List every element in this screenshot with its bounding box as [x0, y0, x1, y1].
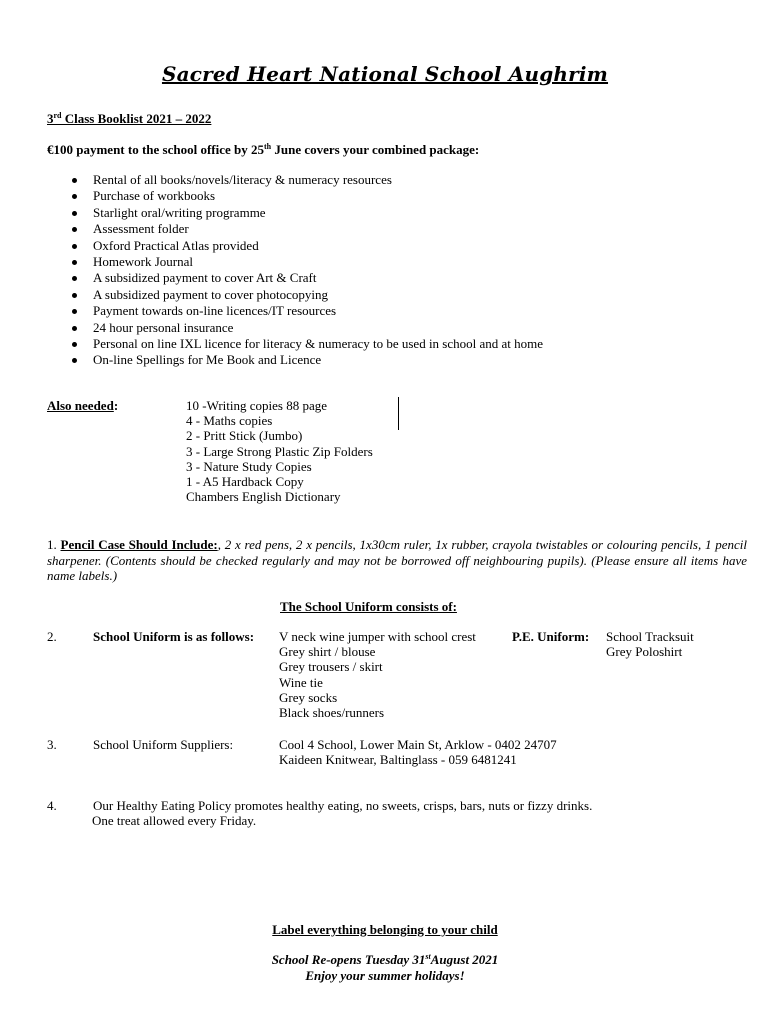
reopen-text-start: School Re-opens Tuesday 31 [271, 952, 426, 967]
bullet-icon [72, 293, 77, 298]
package-item-text: 24 hour personal insurance [93, 319, 234, 335]
suppliers-list [279, 737, 557, 767]
healthy-eating-number: 4. [47, 798, 57, 813]
reopen-date-suffix: st [425, 952, 431, 961]
also-needed-item: 4 - Maths copies [186, 413, 273, 429]
package-item [47, 352, 543, 368]
margin-bar [398, 397, 399, 430]
payment-text-start: €100 payment to the school office by 25 [47, 142, 265, 157]
booklist-class-number: 3 [47, 111, 54, 126]
also-needed-item: Chambers English Dictionary [186, 489, 341, 505]
uniform-item: Black shoes/runners [279, 704, 385, 720]
booklist-class-suffix: rd [53, 111, 62, 120]
payment-text-end: June covers your combined package: [271, 142, 480, 157]
package-item-text: Personal on line IXL licence for literacy & numeracy to be used in school and at home [93, 335, 544, 351]
uniform-item: Grey trousers / skirt [279, 659, 383, 675]
uniform-item: V neck wine jumper with school crest [279, 629, 476, 644]
also-needed-item: 3 - Large Strong Plastic Zip Folders [186, 443, 373, 459]
package-item [47, 172, 543, 188]
package-item [47, 270, 543, 286]
bullet-icon [72, 342, 77, 347]
bullet-icon [72, 260, 77, 265]
uniform-item: Wine tie [279, 674, 323, 690]
pencil-case-text: , 2 x red pens, 2 x pencils, 1x30cm ruler, 1x rubber, crayola twistables or colouring pencils, 1 pencil sharpener. (Contents should be checked regularly and may not be borrowed off neighbouring pupils). (Please ensure all items have name labels.) [47, 537, 747, 583]
also-needed-item: 2 - Pritt Stick (Jumbo) [186, 428, 303, 444]
package-item [47, 221, 543, 237]
holidays-note: Enjoy your summer holidays! [305, 968, 465, 983]
also-needed-item: 3 - Nature Study Copies [186, 458, 312, 474]
reopen-text-end: August 2021 [430, 952, 499, 967]
bullet-icon [72, 326, 77, 331]
pe-uniform-item: School Tracksuit [606, 629, 694, 644]
bullet-icon [72, 211, 77, 216]
pe-uniform-item: Grey Poloshirt [606, 644, 683, 660]
package-item-text: Homework Journal [93, 253, 194, 269]
reopen-date-note [0, 952, 770, 968]
package-item-text: Purchase of workbooks [93, 188, 216, 204]
package-item-text: Payment towards on-line licences/IT resources [93, 303, 337, 319]
supplier-item: Cool 4 School, Lower Main St, Arklow - 0402 24707 [279, 737, 557, 752]
package-item-text: Assessment folder [93, 221, 189, 237]
package-item [47, 287, 543, 303]
page-title: Sacred Heart National School Aughrim [161, 62, 609, 86]
package-item [47, 254, 543, 270]
bullet-icon [72, 244, 77, 249]
bullet-icon [72, 276, 77, 281]
uniform-number: 2. [47, 629, 57, 644]
package-item-text: Rental of all books/novels/literacy & numeracy resources [93, 172, 392, 187]
bullet-icon [72, 309, 77, 314]
pencil-case-number: 1. [47, 537, 57, 552]
healthy-eating-line: Our Healthy Eating Policy promotes healthy eating, no sweets, crisps, bars, nuts or fizzy drinks. [93, 798, 593, 813]
package-list [47, 172, 543, 369]
pe-uniform-list [606, 629, 694, 659]
also-needed-colon: : [113, 398, 119, 413]
also-needed-item: 1 - A5 Hardback Copy [186, 473, 304, 489]
healthy-eating-text [93, 798, 592, 828]
uniform-item: Grey socks [279, 689, 338, 705]
package-item [47, 320, 543, 336]
pencil-case-paragraph [47, 537, 747, 584]
uniform-item: Grey shirt / blouse [279, 644, 376, 660]
pencil-case-label: Pencil Case Should Include: [60, 537, 218, 552]
bullet-icon [72, 227, 77, 232]
suppliers-number: 3. [47, 737, 57, 752]
payment-date-suffix: th [264, 142, 272, 151]
package-item-text: A subsidized payment to cover Art & Craft [93, 270, 317, 286]
bullet-icon [72, 358, 77, 363]
bullet-icon [72, 178, 77, 183]
package-item-text: Starlight oral/writing programme [93, 204, 266, 220]
healthy-eating-line: One treat allowed every Friday. [92, 813, 257, 829]
package-item [47, 205, 543, 221]
package-item [47, 336, 543, 352]
supplier-item: Kaideen Knitwear, Baltinglass - 059 6481241 [279, 752, 517, 768]
also-needed-label-text: Also needed [47, 398, 114, 413]
booklist-heading-text: Class Booklist 2021 – 2022 [61, 111, 212, 126]
also-needed-list [186, 398, 373, 504]
package-item [47, 188, 543, 204]
label-everything-note: Label everything belonging to your child [272, 922, 498, 937]
also-needed-item: 10 -Writing copies 88 page [186, 398, 327, 413]
suppliers-label: School Uniform Suppliers: [93, 737, 234, 752]
payment-heading [47, 142, 479, 158]
also-needed-label [47, 398, 118, 414]
package-item [47, 238, 543, 254]
package-item [47, 303, 543, 319]
uniform-heading: The School Uniform consists of: [280, 599, 457, 614]
uniform-label: School Uniform is as follows: [93, 629, 255, 644]
booklist-heading [47, 111, 211, 127]
package-item-text: On-line Spellings for Me Book and Licence [93, 352, 322, 368]
pe-uniform-label: P.E. Uniform: [512, 629, 590, 644]
package-item-text: A subsidized payment to cover photocopying [93, 286, 329, 302]
uniform-list [279, 629, 476, 720]
bullet-icon [72, 194, 77, 199]
package-item-text: Oxford Practical Atlas provided [93, 237, 259, 253]
